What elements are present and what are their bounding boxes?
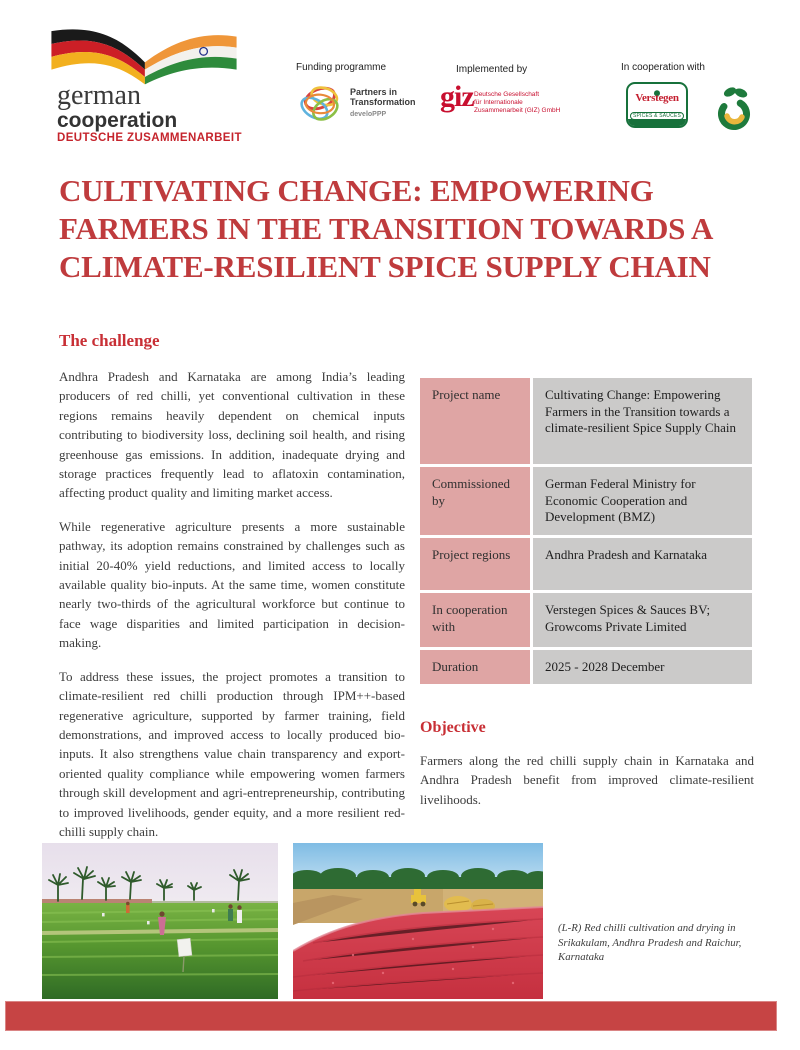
tree-line (293, 868, 543, 891)
partners-line1: Partners in (350, 87, 398, 97)
table-row-label: Commissioned by (420, 467, 530, 535)
partners-line2: Transformation (350, 97, 416, 107)
funding-programme-label: Funding programme (296, 62, 387, 73)
table-row-value: German Federal Ministry for Economic Cooperation and Development (BMZ) (533, 467, 752, 535)
photo-caption: (L-R) Red chilli cultivation and drying in Srikakulam, Andhra Pradesh and Raichur, Karnataka (558, 922, 742, 963)
section-objective (420, 719, 754, 809)
page-title-line: CULTIVATING CHANGE: EMPOWERING (59, 173, 654, 208)
verstegen-green-base (628, 119, 686, 126)
partners-in-transformation-label (350, 87, 416, 120)
verstegen-wordmark: Verstegen (635, 92, 679, 104)
developpp-rings-icon (296, 80, 346, 130)
giz-subtext-line: Deutsche Gesellschaft (474, 91, 540, 98)
developpp-label: develoPPP (350, 111, 387, 118)
page-title-line: CLIMATE-RESILIENT SPICE SUPPLY CHAIN (59, 249, 711, 284)
giz-logo: giz (440, 80, 474, 113)
objective-text: Farmers along the red chilli supply chain in Karnataka and Andhra Pradesh benefit from improved climate-resilient livelihoods. (420, 753, 754, 807)
verstegen-subtitle: SPICES & SAUCES (630, 112, 684, 120)
table-row-label: Project regions (420, 538, 530, 590)
brand-name-german: german (57, 80, 141, 111)
field-sign (177, 938, 192, 956)
brand-tagline: DEUTSCHE ZUSAMMENARBEIT (57, 132, 242, 144)
challenge-heading: The challenge (59, 331, 160, 350)
giz-subtext-line: für Internationale (474, 99, 523, 106)
objective-heading: Objective (420, 719, 486, 736)
table-row-label: Project name (420, 378, 530, 464)
section-challenge (59, 331, 405, 855)
giz-subtext (474, 91, 560, 115)
german-india-ribbon-icon (40, 22, 248, 88)
challenge-paragraph: While regenerative agriculture presents a more sustainable pathway, its adoption remains constrained by challenges such as initial 20-40% yield reductions, and limited access to locally available quality bio-inputs. At the same time, women constitute nearly two-thirds of the agricultural workforce but continue to face wage disparities and limited participation in decision-making. (59, 518, 405, 651)
chilli-drying-photo (293, 843, 543, 999)
footer-red-bar (5, 1001, 777, 1031)
table-row-value: 2025 - 2028 December (533, 650, 752, 684)
giz-subtext-line: Zusammenarbeit (GIZ) GmbH (474, 107, 561, 114)
challenge-paragraph: Andhra Pradesh and Karnataka are among India’s leading producers of red chilli, yet conventional cultivation in these regions remains heavily dependent on chemical inputs contributing to biodiversity loss, declining soil health, and rising greenhouse gas emissions. In addition, inadequate drying and storage practices frequently lead to aflatoxin contamination, affecting product quality and limiting market access. (59, 369, 405, 501)
in-cooperation-with-label: In cooperation with (621, 62, 705, 73)
table-row-value: Cultivating Change: Empowering Farmers in the Transition towards a climate-resilient Spice Supply Chain (533, 378, 752, 464)
growcoms-logo-icon (716, 84, 752, 132)
verstegen-logo (626, 82, 688, 128)
implemented-by-label: Implemented by (456, 64, 528, 75)
table-row-value: Verstegen Spices & Sauces BV; Growcoms Private Limited (533, 593, 752, 647)
table-row-label: In cooperation with (420, 593, 530, 647)
chilli-field-photo (42, 843, 278, 999)
table-row-value: Andhra Pradesh and Karnataka (533, 538, 752, 590)
brand-name-cooperation: cooperation (57, 109, 178, 132)
table-row-label: Duration (420, 650, 530, 684)
challenge-paragraph: To address these issues, the project promotes a transition to climate-resilient red chilli production through IPM++-based regenerative agriculture, supported by farmer training, field demonstrations, and improved access to locally produced bio-inputs. It also strengthens value chain transparency and export-oriented quality compliance while empowering women farmers through skill development and agri-entrepreneurship, contributing to improved livelihoods, gender equity, and a more resilient red-chilli supply chain. (59, 668, 405, 839)
project-facts-table (420, 378, 752, 684)
page-title-line: FARMERS IN THE TRANSITION TOWARDS A (59, 211, 714, 246)
page-title (59, 172, 769, 286)
